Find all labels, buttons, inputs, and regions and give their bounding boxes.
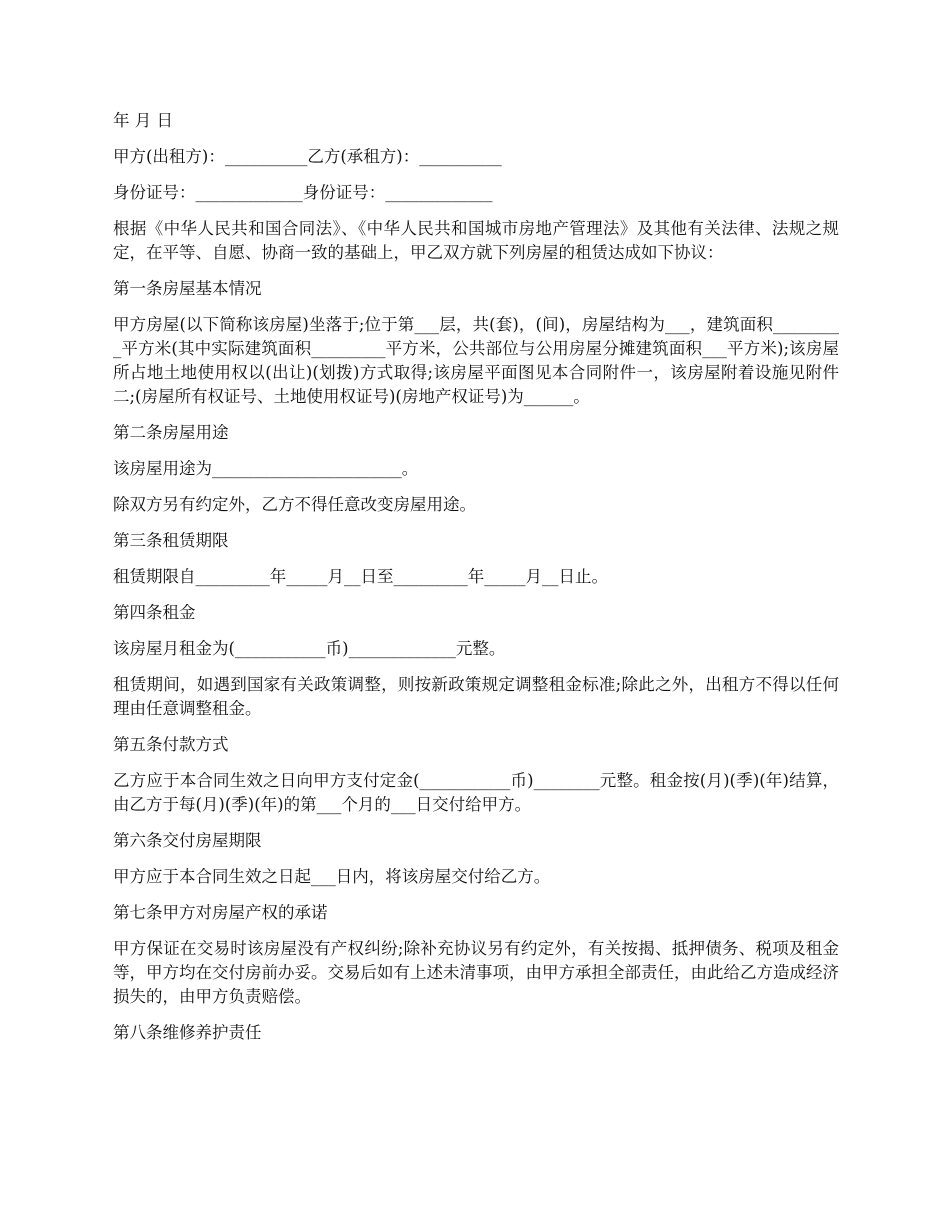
article-2-paragraph-2: 除双方另有约定外，乙方不得任意改变房屋用途。 — [113, 495, 476, 514]
article-8-heading: 第八条维修养护责任 — [113, 1023, 262, 1042]
article-2-heading: 第二条房屋用途 — [113, 423, 229, 442]
article-3-paragraph: 租赁期限自_________年_____月__日至_________年_____月__日止。 — [113, 567, 608, 586]
article-4-paragraph-2: 租赁期间，如遇到国家有关政策调整，则按新政策规定调整租金标准;除此之外，出租方不得以任何理由任意调整租金。 — [113, 675, 839, 718]
article-1-paragraph: 甲方房屋(以下简称该房屋)坐落于;位于第___层，共(套)，(间)，房屋结构为___，建筑面积_________平方米(其中实际建筑面积_________平方米，公共部位与公用房屋分摊建筑面积___平方米);该房屋所占地土地使用权以(出让)(划拨)方式取得;该房屋平面图见本合同附件一，该房屋附着设施见附件二;(房屋所有权证号、土地使用权证号)(房地产权证号)为______。 — [113, 315, 839, 406]
article-5-heading: 第五条付款方式 — [113, 735, 229, 754]
article-4-heading: 第四条租金 — [113, 603, 196, 622]
article-2-paragraph-1: 该房屋用途为_______________________。 — [113, 459, 419, 478]
article-3-heading: 第三条租赁期限 — [113, 531, 229, 550]
date-line: 年 月 日 — [113, 111, 173, 130]
article-5-paragraph: 乙方应于本合同生效之日向甲方支付定金(___________币)________元整。租金按(月)(季)(年)结算，由乙方于每(月)(季)(年)的第___个月的___日交付给甲方。 — [113, 771, 839, 814]
article-6-paragraph: 甲方应于本合同生效之日起___日内，将该房屋交付给乙方。 — [113, 867, 551, 886]
parties-line: 甲方(出租方)：__________乙方(承租方)：__________ — [113, 147, 502, 166]
article-1-heading: 第一条房屋基本情况 — [113, 279, 262, 298]
article-4-paragraph-1: 该房屋月租金为(___________币)_____________元整。 — [113, 639, 506, 658]
article-7-heading: 第七条甲方对房屋产权的承诺 — [113, 903, 328, 922]
preamble-paragraph: 根据《中华人民共和国合同法》、《中华人民共和国城市房地产管理法》及其他有关法律、法规之规定，在平等、自愿、协商一致的基础上，甲乙双方就下列房屋的租赁达成如下协议： — [113, 219, 839, 262]
id-number-line: 身份证号：_____________身份证号：_____________ — [113, 183, 493, 202]
article-7-paragraph: 甲方保证在交易时该房屋没有产权纠纷;除补充协议另有约定外，有关按揭、抵押债务、税项及租金等，甲方均在交付房前办妥。交易后如有上述未清事项，由甲方承担全部责任，由此给乙方造成经济损失的，由甲方负责赔偿。 — [113, 939, 839, 1006]
document-body — [113, 109, 839, 1057]
article-6-heading: 第六条交付房屋期限 — [113, 831, 262, 850]
